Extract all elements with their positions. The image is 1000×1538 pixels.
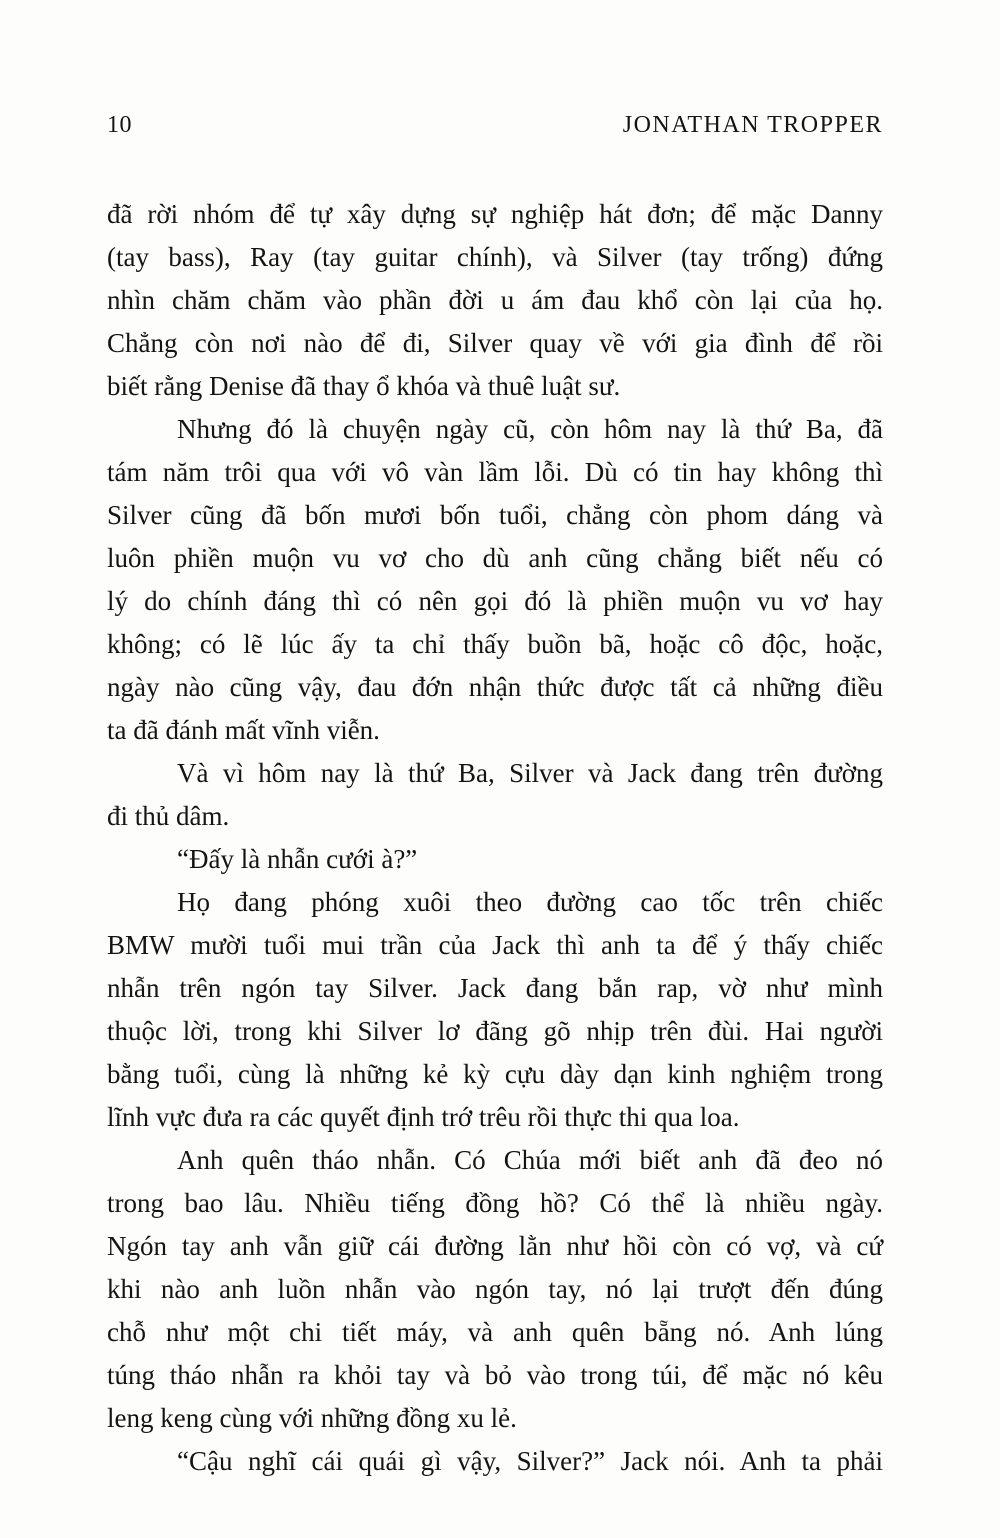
text-line: trong bao lâu. Nhiều tiếng đồng hồ? Có thể là nhiều ngày. [107,1188,883,1218]
text-line: đi thủ dâm. [107,801,230,831]
paragraph [107,1440,883,1483]
text-line: BMW mười tuổi mui trần của Jack thì anh ta để ý thấy chiếc [107,930,883,960]
paragraph [107,1139,883,1440]
paragraph [107,881,883,1139]
text-line: tám năm trôi qua với vô vàn lầm lỗi. Dù có tin hay không thì [107,457,883,487]
running-header-author: JONATHAN TROPPER [622,112,883,138]
text-line: bằng tuổi, cùng là những kẻ kỳ cựu dày dạn kinh nghiệm trong [107,1059,883,1089]
text-line: ta đã đánh mất vĩnh viễn. [107,715,380,745]
text-line: Silver cũng đã bốn mươi bốn tuổi, chẳng còn phom dáng và [107,500,883,530]
text-line: leng keng cùng với những đồng xu lẻ. [107,1403,517,1433]
text-line: ngày nào cũng vậy, đau đớn nhận thức được tất cả những điều [107,672,883,702]
text-line: biết rằng Denise đã thay ổ khóa và thuê luật sư. [107,371,621,401]
text-line: Anh quên tháo nhẫn. Có Chúa mới biết anh đã đeo nó [177,1145,883,1175]
text-line: Họ đang phóng xuôi theo đường cao tốc trên chiếc [177,887,883,917]
text-line: đã rời nhóm để tự xây dựng sự nghiệp hát đơn; để mặc Danny [107,199,883,229]
paragraph [107,408,883,752]
text-block [107,193,883,1483]
book-page [107,112,883,1483]
text-line: nhẫn trên ngón tay Silver. Jack đang bắn rap, vờ như mình [107,973,883,1003]
text-line: (tay bass), Ray (tay guitar chính), và Silver (tay trống) đứng [107,242,883,272]
text-line: nhìn chăm chăm vào phần đời u ám đau khổ còn lại của họ. [107,285,883,315]
text-line: túng tháo nhẫn ra khỏi tay và bỏ vào trong túi, để mặc nó kêu [107,1360,883,1390]
paragraph [107,752,883,838]
text-line: Nhưng đó là chuyện ngày cũ, còn hôm nay là thứ Ba, đã [177,414,883,444]
text-line: Và vì hôm nay là thứ Ba, Silver và Jack đang trên đường [177,758,883,788]
text-line: lĩnh vực đưa ra các quyết định trớ trêu rồi thực thi qua loa. [107,1102,740,1132]
text-line: không; có lẽ lúc ấy ta chỉ thấy buồn bã, hoặc cô độc, hoặc, [107,629,883,659]
text-line: “Cậu nghĩ cái quái gì vậy, Silver?” Jack nói. Anh ta phải [177,1446,883,1476]
page-header [107,112,883,139]
text-line: Ngón tay anh vẫn giữ cái đường lằn như hồi còn có vợ, và cứ [107,1231,883,1261]
text-line: thuộc lời, trong khi Silver lơ đãng gõ nhịp trên đùi. Hai người [107,1016,883,1046]
page-number: 10 [107,112,132,138]
text-line: chỗ như một chi tiết máy, và anh quên bẵng nó. Anh lúng [107,1317,883,1347]
text-line: khi nào anh luồn nhẫn vào ngón tay, nó lại trượt đến đúng [107,1274,883,1304]
text-line: Chẳng còn nơi nào để đi, Silver quay về với gia đình để rồi [107,328,883,358]
text-line: luôn phiền muộn vu vơ cho dù anh cũng chẳng biết nếu có [107,543,883,573]
text-line: “Đấy là nhẫn cưới à?” [177,844,418,874]
paragraph [107,838,883,881]
text-line: lý do chính đáng thì có nên gọi đó là phiền muộn vu vơ hay [107,586,883,616]
paragraph [107,193,883,408]
